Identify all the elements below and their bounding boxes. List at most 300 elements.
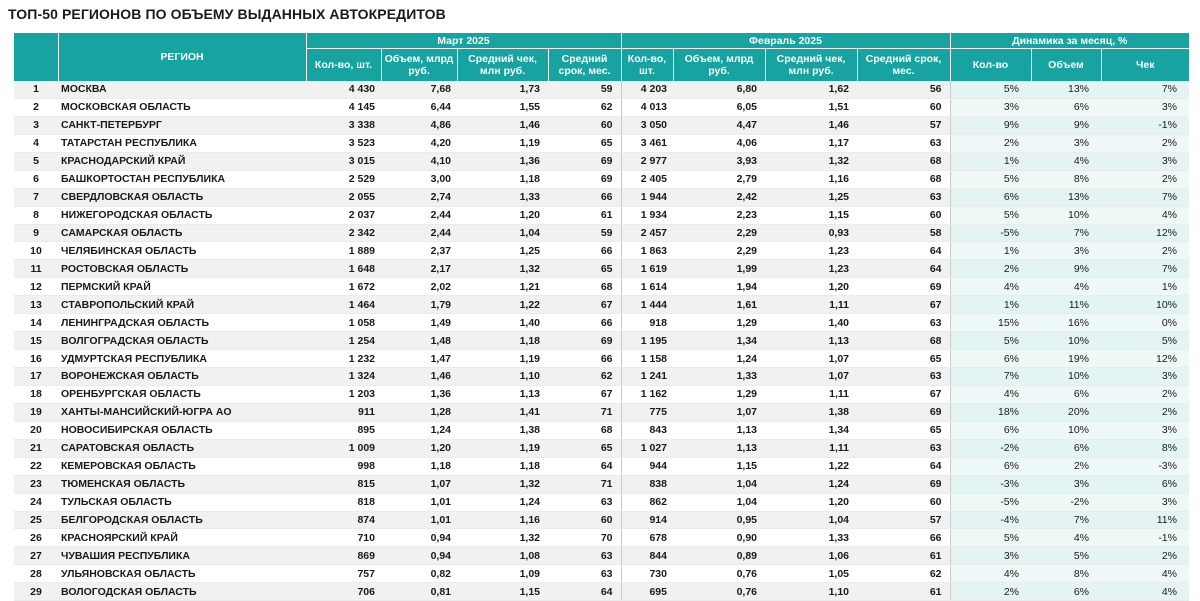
march-count: 3 015 — [306, 152, 381, 170]
dynamics-count-header: Кол-во — [950, 49, 1031, 82]
february-count: 678 — [621, 529, 673, 547]
dynamics-check: 8% — [1101, 439, 1189, 457]
february-count-header: Кол-во, шт. — [621, 49, 673, 82]
dynamics-group-header: Динамика за месяц, % — [950, 33, 1189, 49]
february-group-header: Февраль 2025 — [621, 33, 950, 49]
row-number: 7 — [14, 188, 58, 206]
dynamics-check: 2% — [1101, 242, 1189, 260]
february-count: 3 461 — [621, 134, 673, 152]
march-volume: 1,47 — [381, 350, 457, 368]
dynamics-check: -1% — [1101, 529, 1189, 547]
dynamics-check: 2% — [1101, 134, 1189, 152]
march-count: 911 — [306, 403, 381, 421]
dynamics-count: 5% — [950, 529, 1031, 547]
dynamics-check: 3% — [1101, 152, 1189, 170]
march-volume: 1,01 — [381, 493, 457, 511]
table-row — [14, 296, 1189, 314]
february-count: 844 — [621, 547, 673, 565]
region-name: УЛЬЯНОВСКАЯ ОБЛАСТЬ — [58, 565, 306, 583]
region-name: МОСКВА — [58, 81, 306, 98]
dynamics-check: 3% — [1101, 98, 1189, 116]
february-volume: 2,29 — [673, 224, 765, 242]
table-row — [14, 547, 1189, 565]
dynamics-volume: 10% — [1031, 332, 1101, 350]
row-number: 9 — [14, 224, 58, 242]
dynamics-volume: 4% — [1031, 529, 1101, 547]
march-count: 818 — [306, 493, 381, 511]
march-count: 2 037 — [306, 206, 381, 224]
region-name: ЛЕНИНГРАДСКАЯ ОБЛАСТЬ — [58, 314, 306, 332]
march-volume: 0,82 — [381, 565, 457, 583]
march-volume: 1,01 — [381, 511, 457, 529]
march-volume: 4,86 — [381, 116, 457, 134]
february-volume: 2,29 — [673, 242, 765, 260]
february-avg-check: 1,05 — [765, 565, 857, 583]
dynamics-count: 1% — [950, 296, 1031, 314]
march-avg-term: 63 — [548, 493, 621, 511]
dynamics-volume: 13% — [1031, 81, 1101, 98]
table-row — [14, 350, 1189, 368]
march-volume: 0,94 — [381, 547, 457, 565]
march-count: 1 058 — [306, 314, 381, 332]
row-number: 29 — [14, 583, 58, 601]
february-avg-check: 1,17 — [765, 134, 857, 152]
table-row — [14, 170, 1189, 188]
dynamics-count: 2% — [950, 260, 1031, 278]
march-avg-term: 66 — [548, 242, 621, 260]
dynamics-count: 7% — [950, 368, 1031, 386]
dynamics-volume: 6% — [1031, 439, 1101, 457]
february-avg-term: 63 — [857, 188, 950, 206]
table-row — [14, 511, 1189, 529]
march-avg-check: 1,10 — [457, 368, 548, 386]
march-count: 1 889 — [306, 242, 381, 260]
february-avg-check: 1,38 — [765, 403, 857, 421]
february-avg-check: 1,23 — [765, 242, 857, 260]
march-count: 998 — [306, 457, 381, 475]
row-number: 18 — [14, 385, 58, 403]
february-avg-term: 64 — [857, 457, 950, 475]
march-volume: 1,18 — [381, 457, 457, 475]
dynamics-count: -4% — [950, 511, 1031, 529]
region-name: ХАНТЫ-МАНСИЙСКИЙ-ЮГРА АО — [58, 403, 306, 421]
march-avg-term: 63 — [548, 565, 621, 583]
march-avg-term: 68 — [548, 421, 621, 439]
march-avg-check: 1,16 — [457, 511, 548, 529]
february-count: 1 934 — [621, 206, 673, 224]
row-number: 28 — [14, 565, 58, 583]
march-avg-check: 1,13 — [457, 385, 548, 403]
row-number: 4 — [14, 134, 58, 152]
row-number-header — [14, 33, 58, 81]
dynamics-volume: 8% — [1031, 565, 1101, 583]
march-count: 2 055 — [306, 188, 381, 206]
february-avg-term: 62 — [857, 565, 950, 583]
dynamics-count: 15% — [950, 314, 1031, 332]
dynamics-count: 5% — [950, 332, 1031, 350]
february-avg-check: 1,46 — [765, 116, 857, 134]
table-row — [14, 475, 1189, 493]
dynamics-check: 1% — [1101, 278, 1189, 296]
march-avg-check: 1,18 — [457, 170, 548, 188]
table-row — [14, 242, 1189, 260]
region-name: САНКТ-ПЕТЕРБУРГ — [58, 116, 306, 134]
row-number: 1 — [14, 81, 58, 98]
march-count: 1 324 — [306, 368, 381, 386]
february-avg-term: 60 — [857, 98, 950, 116]
march-volume: 6,44 — [381, 98, 457, 116]
march-avg-term: 69 — [548, 152, 621, 170]
february-count: 2 457 — [621, 224, 673, 242]
table-row — [14, 332, 1189, 350]
row-number: 23 — [14, 475, 58, 493]
dynamics-count: -3% — [950, 475, 1031, 493]
march-count: 874 — [306, 511, 381, 529]
february-avg-check: 1,34 — [765, 421, 857, 439]
march-avg-term: 68 — [548, 278, 621, 296]
february-volume: 0,76 — [673, 565, 765, 583]
march-count: 1 203 — [306, 385, 381, 403]
february-count: 1 162 — [621, 385, 673, 403]
dynamics-volume-header: Объем — [1031, 49, 1101, 82]
dynamics-count: 5% — [950, 170, 1031, 188]
february-count: 3 050 — [621, 116, 673, 134]
row-number: 16 — [14, 350, 58, 368]
march-avg-term: 69 — [548, 332, 621, 350]
dynamics-volume: 7% — [1031, 224, 1101, 242]
region-name: ОРЕНБУРГСКАЯ ОБЛАСТЬ — [58, 385, 306, 403]
february-avg-term: 63 — [857, 368, 950, 386]
february-avg-check: 1,04 — [765, 511, 857, 529]
dynamics-volume: 8% — [1031, 170, 1101, 188]
region-header: РЕГИОН — [58, 33, 306, 81]
dynamics-count: 4% — [950, 565, 1031, 583]
march-count: 869 — [306, 547, 381, 565]
dynamics-check: 10% — [1101, 296, 1189, 314]
february-volume: 4,47 — [673, 116, 765, 134]
dynamics-volume: 20% — [1031, 403, 1101, 421]
row-number: 14 — [14, 314, 58, 332]
february-count: 1 614 — [621, 278, 673, 296]
march-volume: 2,44 — [381, 206, 457, 224]
row-number: 2 — [14, 98, 58, 116]
region-name: КЕМЕРОВСКАЯ ОБЛАСТЬ — [58, 457, 306, 475]
row-number: 13 — [14, 296, 58, 314]
march-count: 706 — [306, 583, 381, 601]
february-volume: 1,13 — [673, 439, 765, 457]
march-avg-term: 65 — [548, 134, 621, 152]
table-row — [14, 583, 1189, 601]
february-count: 1 027 — [621, 439, 673, 457]
february-volume: 2,42 — [673, 188, 765, 206]
march-count: 1 009 — [306, 439, 381, 457]
february-volume: 0,95 — [673, 511, 765, 529]
february-avg-term: 60 — [857, 206, 950, 224]
row-number: 11 — [14, 260, 58, 278]
dynamics-volume: 9% — [1031, 116, 1101, 134]
february-count: 1 863 — [621, 242, 673, 260]
march-volume: 1,20 — [381, 439, 457, 457]
dynamics-volume: 3% — [1031, 475, 1101, 493]
march-volume: 2,02 — [381, 278, 457, 296]
march-avg-term: 69 — [548, 170, 621, 188]
march-volume: 1,28 — [381, 403, 457, 421]
march-avg-term: 64 — [548, 457, 621, 475]
february-count: 1 241 — [621, 368, 673, 386]
february-avg-term: 68 — [857, 332, 950, 350]
row-number: 22 — [14, 457, 58, 475]
february-avg-check: 1,11 — [765, 296, 857, 314]
dynamics-check: 12% — [1101, 224, 1189, 242]
february-avg-term: 57 — [857, 511, 950, 529]
march-volume: 1,36 — [381, 385, 457, 403]
march-avg-term: 65 — [548, 439, 621, 457]
february-volume: 1,33 — [673, 368, 765, 386]
march-avg-term-header: Средний срок, мес. — [548, 49, 621, 82]
february-avg-check: 1,20 — [765, 278, 857, 296]
row-number: 19 — [14, 403, 58, 421]
dynamics-check: 4% — [1101, 583, 1189, 601]
region-name: ТЮМЕНСКАЯ ОБЛАСТЬ — [58, 475, 306, 493]
february-avg-term: 57 — [857, 116, 950, 134]
table-row — [14, 421, 1189, 439]
march-avg-check: 1,18 — [457, 332, 548, 350]
february-count: 1 444 — [621, 296, 673, 314]
dynamics-volume: 10% — [1031, 206, 1101, 224]
february-volume-header: Объем, млрд руб. — [673, 49, 765, 82]
dynamics-volume: 2% — [1031, 457, 1101, 475]
march-avg-check: 1,41 — [457, 403, 548, 421]
dynamics-volume: 9% — [1031, 260, 1101, 278]
february-volume: 1,29 — [673, 314, 765, 332]
march-avg-check: 1,09 — [457, 565, 548, 583]
march-avg-check: 1,46 — [457, 116, 548, 134]
dynamics-check: 4% — [1101, 565, 1189, 583]
february-volume: 1,04 — [673, 475, 765, 493]
february-avg-check: 1,11 — [765, 385, 857, 403]
february-volume: 1,24 — [673, 350, 765, 368]
march-avg-term: 66 — [548, 350, 621, 368]
row-number: 20 — [14, 421, 58, 439]
region-name: УДМУРТСКАЯ РЕСПУБЛИКА — [58, 350, 306, 368]
march-avg-term: 62 — [548, 368, 621, 386]
table-row — [14, 529, 1189, 547]
february-avg-check: 1,24 — [765, 475, 857, 493]
dynamics-count: -2% — [950, 439, 1031, 457]
march-avg-check: 1,25 — [457, 242, 548, 260]
dynamics-count: 1% — [950, 152, 1031, 170]
row-number: 15 — [14, 332, 58, 350]
dynamics-count: 6% — [950, 457, 1031, 475]
dynamics-count: 6% — [950, 188, 1031, 206]
february-volume: 3,93 — [673, 152, 765, 170]
february-count: 775 — [621, 403, 673, 421]
february-volume: 0,89 — [673, 547, 765, 565]
march-avg-check: 1,38 — [457, 421, 548, 439]
dynamics-volume: 3% — [1031, 242, 1101, 260]
row-number: 5 — [14, 152, 58, 170]
region-name: СВЕРДЛОВСКАЯ ОБЛАСТЬ — [58, 188, 306, 206]
dynamics-volume: 4% — [1031, 152, 1101, 170]
march-avg-check: 1,21 — [457, 278, 548, 296]
region-name: КРАСНОДАРСКИЙ КРАЙ — [58, 152, 306, 170]
row-number: 8 — [14, 206, 58, 224]
february-avg-check: 1,20 — [765, 493, 857, 511]
february-avg-term: 61 — [857, 583, 950, 601]
march-avg-term: 70 — [548, 529, 621, 547]
row-number: 17 — [14, 368, 58, 386]
march-avg-check: 1,08 — [457, 547, 548, 565]
february-count: 4 203 — [621, 81, 673, 98]
region-name: ЧЕЛЯБИНСКАЯ ОБЛАСТЬ — [58, 242, 306, 260]
dynamics-check: 11% — [1101, 511, 1189, 529]
region-name: БАШКОРТОСТАН РЕСПУБЛИКА — [58, 170, 306, 188]
dynamics-check-header: Чек — [1101, 49, 1189, 82]
dynamics-count: 1% — [950, 242, 1031, 260]
february-avg-term: 58 — [857, 224, 950, 242]
february-count: 730 — [621, 565, 673, 583]
region-name: ТУЛЬСКАЯ ОБЛАСТЬ — [58, 493, 306, 511]
region-name: САМАРСКАЯ ОБЛАСТЬ — [58, 224, 306, 242]
march-count: 4 430 — [306, 81, 381, 98]
region-name: ТАТАРСТАН РЕСПУБЛИКА — [58, 134, 306, 152]
region-name: НОВОСИБИРСКАЯ ОБЛАСТЬ — [58, 421, 306, 439]
february-volume: 1,34 — [673, 332, 765, 350]
february-avg-check: 0,93 — [765, 224, 857, 242]
dynamics-check: 12% — [1101, 350, 1189, 368]
dynamics-volume: 5% — [1031, 547, 1101, 565]
february-count: 2 977 — [621, 152, 673, 170]
march-volume: 7,68 — [381, 81, 457, 98]
march-count: 2 529 — [306, 170, 381, 188]
february-count: 1 195 — [621, 332, 673, 350]
region-name: ВОЛОГОДСКАЯ ОБЛАСТЬ — [58, 583, 306, 601]
dynamics-volume: 6% — [1031, 583, 1101, 601]
february-avg-term: 64 — [857, 242, 950, 260]
dynamics-check: 3% — [1101, 421, 1189, 439]
table-row — [14, 457, 1189, 475]
february-avg-term: 60 — [857, 493, 950, 511]
dynamics-check: 2% — [1101, 385, 1189, 403]
dynamics-check: 0% — [1101, 314, 1189, 332]
march-avg-check: 1,20 — [457, 206, 548, 224]
february-avg-term: 69 — [857, 475, 950, 493]
february-avg-term: 65 — [857, 421, 950, 439]
february-avg-term: 67 — [857, 385, 950, 403]
dynamics-count: 4% — [950, 385, 1031, 403]
february-avg-check: 1,06 — [765, 547, 857, 565]
february-avg-term: 63 — [857, 439, 950, 457]
february-count: 1 158 — [621, 350, 673, 368]
dynamics-volume: 10% — [1031, 421, 1101, 439]
february-avg-term: 61 — [857, 547, 950, 565]
march-avg-term: 63 — [548, 547, 621, 565]
dynamics-count: 6% — [950, 421, 1031, 439]
table-row — [14, 81, 1189, 98]
march-avg-term: 66 — [548, 314, 621, 332]
region-name: НИЖЕГОРОДСКАЯ ОБЛАСТЬ — [58, 206, 306, 224]
march-volume-header: Объем, млрд руб. — [381, 49, 457, 82]
march-count: 4 145 — [306, 98, 381, 116]
march-avg-term: 62 — [548, 98, 621, 116]
february-volume: 1,99 — [673, 260, 765, 278]
table-body — [14, 81, 1189, 601]
february-avg-check: 1,07 — [765, 368, 857, 386]
february-avg-check: 1,51 — [765, 98, 857, 116]
february-volume: 1,15 — [673, 457, 765, 475]
dynamics-count: -5% — [950, 224, 1031, 242]
dynamics-volume: 7% — [1031, 511, 1101, 529]
february-avg-check: 1,33 — [765, 529, 857, 547]
dynamics-check: 5% — [1101, 332, 1189, 350]
region-name: ВОЛГОГРАДСКАЯ ОБЛАСТЬ — [58, 332, 306, 350]
february-avg-check: 1,11 — [765, 439, 857, 457]
march-count: 815 — [306, 475, 381, 493]
february-count: 695 — [621, 583, 673, 601]
february-avg-check: 1,25 — [765, 188, 857, 206]
row-number: 10 — [14, 242, 58, 260]
march-avg-term: 60 — [548, 511, 621, 529]
table-row — [14, 439, 1189, 457]
dynamics-volume: 4% — [1031, 278, 1101, 296]
february-avg-term: 63 — [857, 134, 950, 152]
march-avg-check: 1,15 — [457, 583, 548, 601]
dynamics-check: 2% — [1101, 170, 1189, 188]
february-count: 914 — [621, 511, 673, 529]
february-avg-check: 1,22 — [765, 457, 857, 475]
march-volume: 4,20 — [381, 134, 457, 152]
march-count: 1 464 — [306, 296, 381, 314]
march-avg-check: 1,40 — [457, 314, 548, 332]
march-volume: 2,44 — [381, 224, 457, 242]
march-avg-check: 1,04 — [457, 224, 548, 242]
dynamics-count: 3% — [950, 98, 1031, 116]
march-count: 895 — [306, 421, 381, 439]
march-avg-term: 64 — [548, 583, 621, 601]
february-count: 1 619 — [621, 260, 673, 278]
dynamics-volume: 10% — [1031, 368, 1101, 386]
february-avg-check: 1,07 — [765, 350, 857, 368]
march-avg-term: 71 — [548, 475, 621, 493]
february-volume: 0,76 — [673, 583, 765, 601]
march-avg-check: 1,73 — [457, 81, 548, 98]
february-avg-term: 67 — [857, 296, 950, 314]
dynamics-check: 2% — [1101, 547, 1189, 565]
march-avg-check: 1,32 — [457, 260, 548, 278]
dynamics-check: 4% — [1101, 206, 1189, 224]
february-avg-check-header: Средний чек, млн руб. — [765, 49, 857, 82]
regions-table — [14, 33, 1189, 601]
march-count: 1 648 — [306, 260, 381, 278]
march-volume: 0,94 — [381, 529, 457, 547]
march-avg-term: 60 — [548, 116, 621, 134]
february-avg-term: 69 — [857, 278, 950, 296]
region-name: МОСКОВСКАЯ ОБЛАСТЬ — [58, 98, 306, 116]
february-count: 918 — [621, 314, 673, 332]
dynamics-count: 5% — [950, 81, 1031, 98]
february-avg-term: 66 — [857, 529, 950, 547]
row-number: 6 — [14, 170, 58, 188]
dynamics-count: 9% — [950, 116, 1031, 134]
march-count: 3 523 — [306, 134, 381, 152]
march-volume: 2,17 — [381, 260, 457, 278]
dynamics-volume: 3% — [1031, 134, 1101, 152]
february-count: 4 013 — [621, 98, 673, 116]
march-volume: 2,74 — [381, 188, 457, 206]
region-name: ВОРОНЕЖСКАЯ ОБЛАСТЬ — [58, 368, 306, 386]
dynamics-volume: 16% — [1031, 314, 1101, 332]
march-avg-check: 1,55 — [457, 98, 548, 116]
